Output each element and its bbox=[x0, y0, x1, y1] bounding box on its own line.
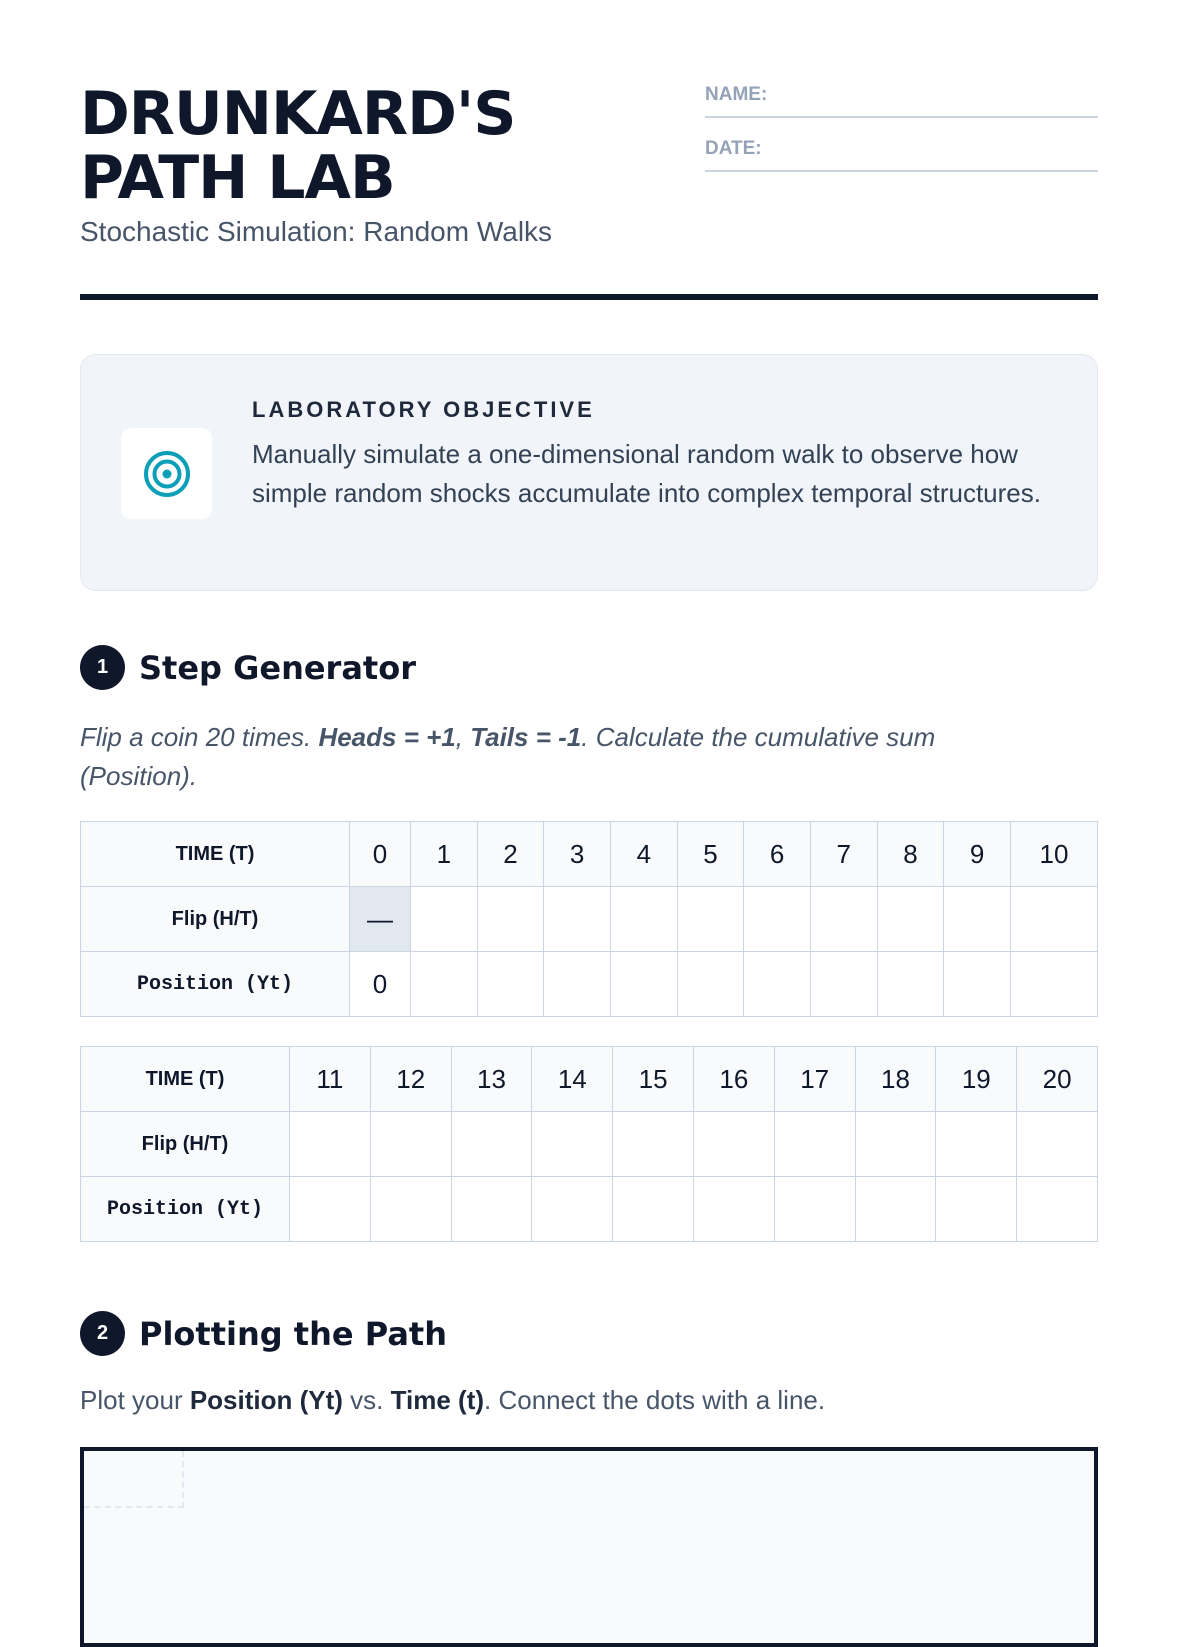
flip-cell-10[interactable] bbox=[1011, 887, 1098, 952]
plot-instructions: Plot your Position (Yt) vs. Time (t). Connect the dots with a line. bbox=[80, 1385, 826, 1415]
flip-cell-20[interactable] bbox=[1017, 1112, 1098, 1177]
time-header-8: 8 bbox=[877, 822, 944, 887]
section-number: 2 bbox=[80, 1311, 125, 1356]
position-cell-7[interactable] bbox=[810, 952, 877, 1017]
time-header-10: 10 bbox=[1011, 822, 1098, 887]
position-cell-0: 0 bbox=[350, 952, 411, 1017]
time-header-14: 14 bbox=[532, 1047, 613, 1112]
position-cell-2[interactable] bbox=[477, 952, 544, 1017]
flip-cell-1[interactable] bbox=[411, 887, 478, 952]
time-header-18: 18 bbox=[855, 1047, 936, 1112]
position-cell-16[interactable] bbox=[693, 1177, 774, 1242]
position-cell-20[interactable] bbox=[1017, 1177, 1098, 1242]
plot-area[interactable] bbox=[80, 1447, 1098, 1647]
time-header-2: 2 bbox=[477, 822, 544, 887]
objective-heading: LABORATORY OBJECTIVE bbox=[252, 397, 595, 422]
time-header-3: 3 bbox=[544, 822, 611, 887]
name-label: NAME: bbox=[705, 84, 768, 105]
time-header-6: 6 bbox=[744, 822, 811, 887]
section-1-header bbox=[80, 645, 416, 690]
flip-cell-8[interactable] bbox=[877, 887, 944, 952]
time-header-13: 13 bbox=[451, 1047, 532, 1112]
section-title: Plotting the Path bbox=[139, 1314, 447, 1353]
flip-cell-14[interactable] bbox=[532, 1112, 613, 1177]
flip-cell-7[interactable] bbox=[810, 887, 877, 952]
plot-legend-box bbox=[84, 1451, 184, 1508]
time-header-17: 17 bbox=[774, 1047, 855, 1112]
objective-text: Manually simulate a one-dimensional random walk to observe how simple random shocks accumulate into complex temporal structures. bbox=[252, 439, 1041, 508]
position-cell-11[interactable] bbox=[290, 1177, 371, 1242]
position-cell-8[interactable] bbox=[877, 952, 944, 1017]
row-label-time: TIME (T) bbox=[81, 822, 350, 887]
position-cell-17[interactable] bbox=[774, 1177, 855, 1242]
flip-cell-3[interactable] bbox=[544, 887, 611, 952]
position-cell-13[interactable] bbox=[451, 1177, 532, 1242]
position-cell-19[interactable] bbox=[936, 1177, 1017, 1242]
position-cell-15[interactable] bbox=[613, 1177, 694, 1242]
time-header-12: 12 bbox=[370, 1047, 451, 1112]
section-number: 1 bbox=[80, 645, 125, 690]
flip-cell-19[interactable] bbox=[936, 1112, 1017, 1177]
steps-table-2 bbox=[80, 1046, 1098, 1242]
position-cell-3[interactable] bbox=[544, 952, 611, 1017]
flip-cell-9[interactable] bbox=[944, 887, 1011, 952]
position-cell-10[interactable] bbox=[1011, 952, 1098, 1017]
time-header-0: 0 bbox=[350, 822, 411, 887]
time-header-5: 5 bbox=[677, 822, 744, 887]
time-header-11: 11 bbox=[290, 1047, 371, 1112]
flip-cell-17[interactable] bbox=[774, 1112, 855, 1177]
step-instructions: Flip a coin 20 times. Heads = +1, Tails = -1. Calculate the cumulative sum (Position). bbox=[80, 722, 936, 791]
position-cell-18[interactable] bbox=[855, 1177, 936, 1242]
flip-cell-2[interactable] bbox=[477, 887, 544, 952]
flip-cell-5[interactable] bbox=[677, 887, 744, 952]
position-cell-9[interactable] bbox=[944, 952, 1011, 1017]
date-field[interactable] bbox=[705, 134, 1098, 172]
time-header-9: 9 bbox=[944, 822, 1011, 887]
time-header-20: 20 bbox=[1017, 1047, 1098, 1112]
time-header-16: 16 bbox=[693, 1047, 774, 1112]
flip-cell-16[interactable] bbox=[693, 1112, 774, 1177]
position-cell-12[interactable] bbox=[370, 1177, 451, 1242]
time-header-7: 7 bbox=[810, 822, 877, 887]
row-label-flip: Flip (H/T) bbox=[81, 1112, 290, 1177]
section-title: Step Generator bbox=[139, 648, 416, 687]
flip-cell-4[interactable] bbox=[610, 887, 677, 952]
time-header-1: 1 bbox=[411, 822, 478, 887]
time-header-4: 4 bbox=[610, 822, 677, 887]
name-field[interactable] bbox=[705, 80, 1098, 118]
flip-cell-12[interactable] bbox=[370, 1112, 451, 1177]
position-cell-1[interactable] bbox=[411, 952, 478, 1017]
flip-cell-11[interactable] bbox=[290, 1112, 371, 1177]
flip-cell-0: — bbox=[350, 887, 411, 952]
row-label-position: Position (Yt) bbox=[81, 952, 350, 1017]
row-label-position: Position (Yt) bbox=[81, 1177, 290, 1242]
row-label-flip: Flip (H/T) bbox=[81, 887, 350, 952]
flip-cell-15[interactable] bbox=[613, 1112, 694, 1177]
date-label: DATE: bbox=[705, 138, 762, 159]
row-label-time: TIME (T) bbox=[81, 1047, 290, 1112]
time-header-15: 15 bbox=[613, 1047, 694, 1112]
position-cell-14[interactable] bbox=[532, 1177, 613, 1242]
position-cell-4[interactable] bbox=[610, 952, 677, 1017]
flip-cell-6[interactable] bbox=[744, 887, 811, 952]
objective-card bbox=[80, 354, 1098, 591]
flip-cell-13[interactable] bbox=[451, 1112, 532, 1177]
page-subtitle: Stochastic Simulation: Random Walks bbox=[80, 216, 553, 247]
steps-table-1 bbox=[80, 821, 1098, 1017]
page-title: DRUNKARD'S PATH LAB bbox=[80, 79, 516, 213]
flip-cell-18[interactable] bbox=[855, 1112, 936, 1177]
position-cell-6[interactable] bbox=[744, 952, 811, 1017]
time-header-19: 19 bbox=[936, 1047, 1017, 1112]
position-cell-5[interactable] bbox=[677, 952, 744, 1017]
header-divider bbox=[80, 294, 1098, 300]
target-icon bbox=[121, 428, 212, 519]
section-2-header bbox=[80, 1311, 447, 1356]
